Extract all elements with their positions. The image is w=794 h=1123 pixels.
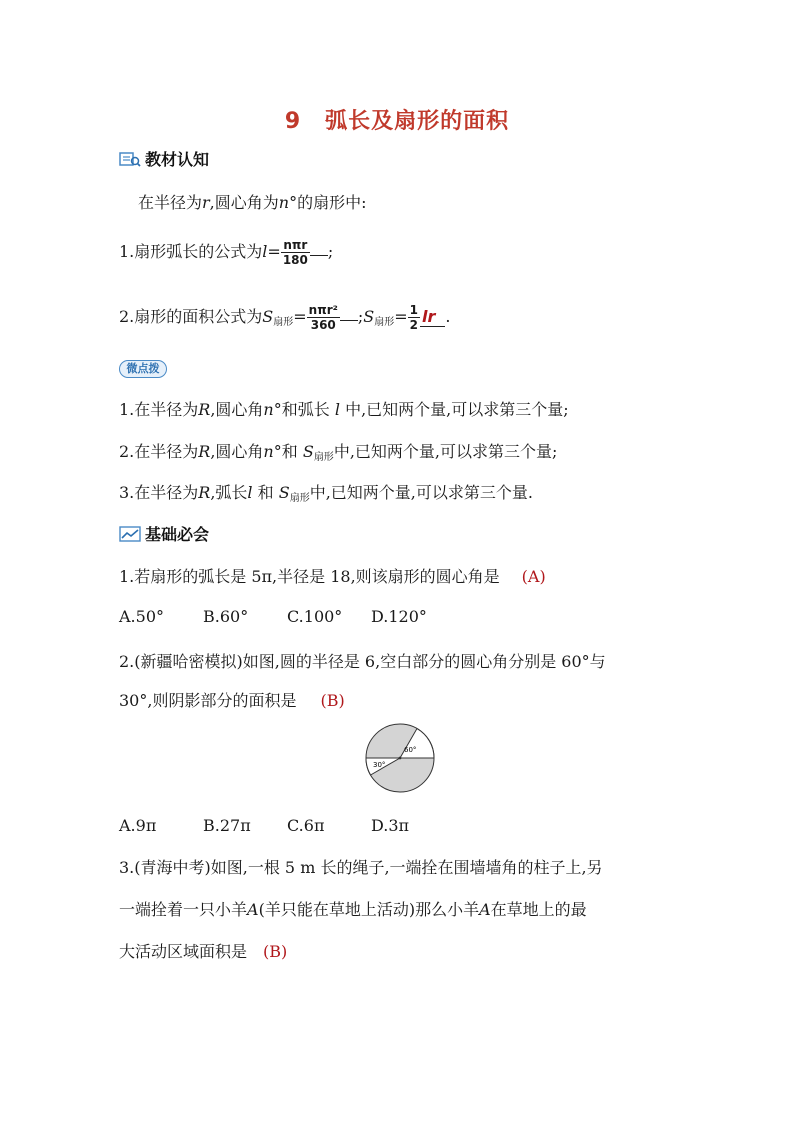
answer: (B) bbox=[320, 691, 345, 710]
fraction: $\frac{1}{2}$ bbox=[409, 303, 418, 332]
option: C.100° bbox=[287, 607, 343, 626]
tip-line-1: 1.在半径为R,圆心角n°和弧长 l 中,已知两个量,可以求第三个量; bbox=[119, 400, 569, 419]
page-title bbox=[0, 104, 794, 135]
question-1: 1.若扇形的弧长是 5π,半径是 18,则该扇形的圆心角是 (A) bbox=[119, 567, 546, 586]
question-2-options bbox=[119, 816, 409, 836]
circle-figure bbox=[364, 722, 436, 794]
answer-lr: lr bbox=[420, 307, 445, 327]
chart-icon bbox=[119, 526, 141, 542]
tip-line-3: 3.在半径为R,弧长l 和 S扇形中,已知两个量,可以求第三个量. bbox=[119, 483, 533, 504]
option: A.50° bbox=[119, 607, 164, 626]
option: C.6π bbox=[287, 816, 325, 835]
section-label: 教材认知 bbox=[145, 150, 210, 169]
question-3-line-3: 大活动区域面积是 (B) bbox=[119, 942, 288, 961]
option: B.27π bbox=[203, 816, 251, 835]
title-number: 9 bbox=[284, 109, 302, 134]
tip-badge: 微点拨 bbox=[119, 360, 167, 378]
question-1-options bbox=[119, 607, 427, 627]
formula-sector-area: 2.扇形的面积公式为S扇形= $\frac{\text{nπr²}}{360}$ ;S扇形= $\frac{1}{2}$ lr . bbox=[119, 303, 451, 332]
intro-line: 在半径为r,圆心角为n°的扇形中: bbox=[138, 193, 367, 212]
tip-line-2: 2.在半径为R,圆心角n°和 S扇形中,已知两个量,可以求第三个量; bbox=[119, 442, 558, 463]
question-3-line-1: 3.(青海中考)如图,一根 5 m 长的绳子,一端拴在围墙墙角的柱子上,另 bbox=[119, 858, 603, 877]
question-2-line-2: 30°,则阴影部分的面积是 (B) bbox=[119, 691, 345, 710]
section-header-textbook bbox=[119, 147, 209, 170]
option: B.60° bbox=[203, 607, 249, 626]
angle-label-30: 30° bbox=[373, 761, 386, 769]
section-label: 基础必会 bbox=[145, 525, 210, 544]
answer: (B) bbox=[263, 942, 288, 961]
angle-label-60: 60° bbox=[404, 746, 417, 754]
formula-arc-length: 1.扇形弧长的公式为l= $\frac{\text{nπr}}{180}$ ; bbox=[119, 238, 334, 267]
book-icon bbox=[119, 151, 141, 167]
option: D.3π bbox=[371, 816, 410, 835]
option: A.9π bbox=[119, 816, 157, 835]
fraction: $\frac{\text{nπr²}}{360}$ bbox=[308, 303, 338, 332]
fraction: $\frac{\text{nπr}}{180}$ bbox=[282, 238, 308, 267]
title-text: 弧长及扇形的面积 bbox=[325, 109, 510, 134]
question-3-line-2: 一端拴着一只小羊A(羊只能在草地上活动)那么小羊A在草地上的最 bbox=[119, 900, 587, 919]
option: D.120° bbox=[371, 607, 427, 626]
section-header-basics bbox=[119, 522, 209, 545]
question-2-line-1: 2.(新疆哈密模拟)如图,圆的半径是 6,空白部分的圆心角分别是 60°与 bbox=[119, 652, 606, 671]
answer: (A) bbox=[521, 567, 546, 586]
